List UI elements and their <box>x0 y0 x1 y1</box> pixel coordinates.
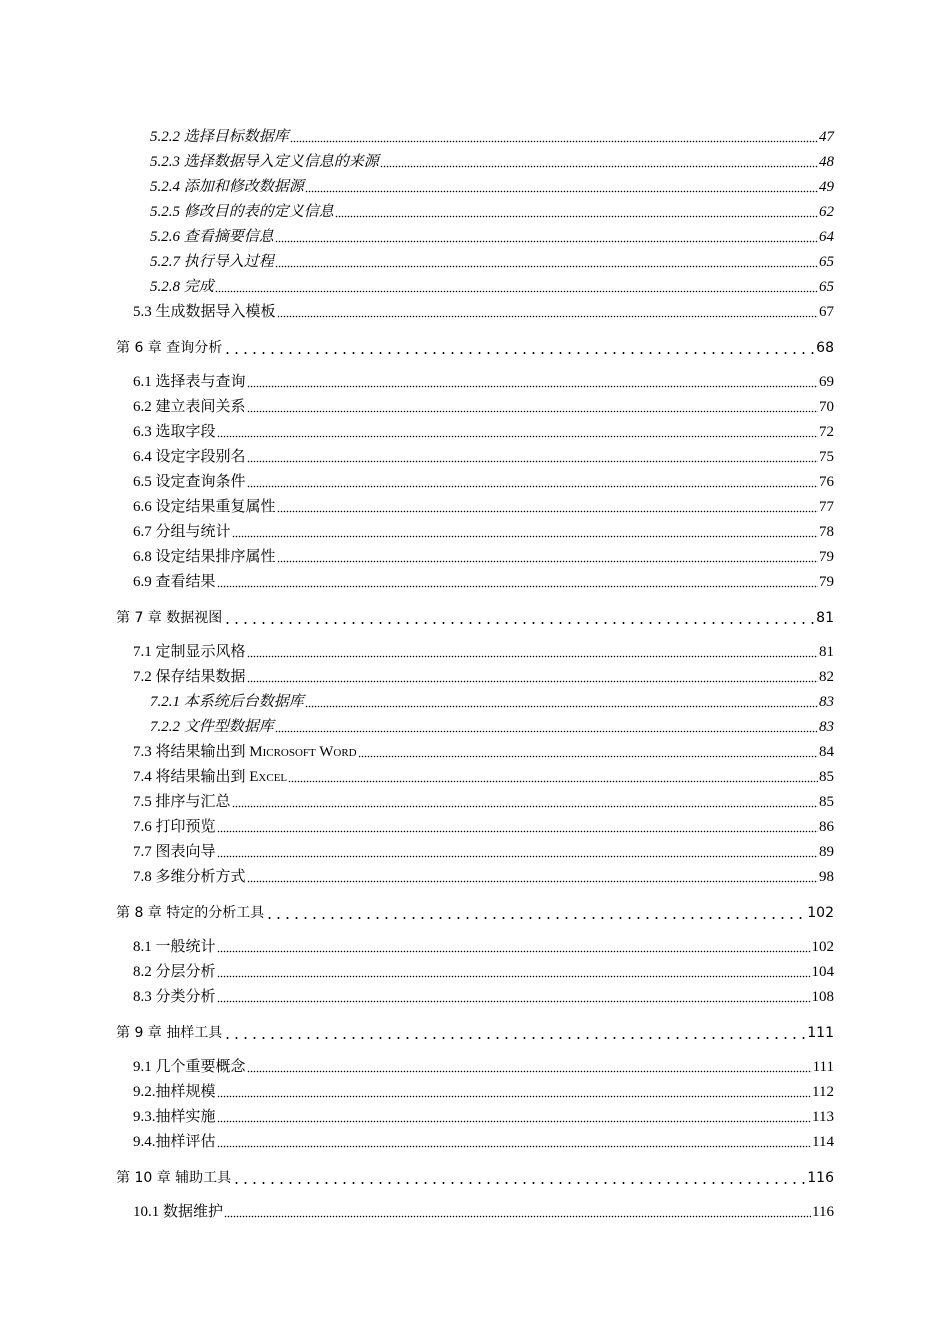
toc-entry-title: 8.3 分类分析 <box>133 989 216 1005</box>
toc-entry-title: 9.4.抽样评估 <box>133 1134 216 1150</box>
dot-leader <box>217 941 811 953</box>
toc-section-entry[interactable] <box>133 666 834 688</box>
dot-leader <box>223 1027 806 1039</box>
toc-section-entry[interactable] <box>133 936 834 958</box>
toc-page-number: 85 <box>819 769 834 785</box>
toc-subsection-entry[interactable] <box>150 126 834 148</box>
toc-entry-title: 9.1 几个重要概念 <box>133 1059 246 1075</box>
toc-section-entry[interactable] <box>133 571 834 593</box>
toc-entry-title: 7.7 图表向导 <box>133 844 216 860</box>
toc-entry-title: 6.9 查看结果 <box>133 574 216 590</box>
toc-entry-title: 6.3 选取字段 <box>133 424 216 440</box>
toc-section-entry[interactable] <box>133 1201 834 1223</box>
toc-entry-title: 5.2.7 执行导入过程 <box>150 254 274 270</box>
toc-page-number: 78 <box>819 524 834 540</box>
toc-entry-title: 9.3.抽样实施 <box>133 1109 216 1125</box>
toc-page-number: 113 <box>812 1109 834 1125</box>
toc-section-entry[interactable] <box>133 421 834 443</box>
toc-page-number: 64 <box>819 229 834 245</box>
dot-leader <box>215 281 818 293</box>
toc-entry-title: 5.3 生成数据导入模板 <box>133 304 276 320</box>
toc-entry-title: 6.2 建立表间关系 <box>133 399 246 415</box>
toc-page-number: 98 <box>819 869 834 885</box>
toc-page-number: 65 <box>819 254 834 270</box>
toc-section-entry[interactable] <box>133 841 834 863</box>
toc-subsection-entry[interactable] <box>150 716 834 738</box>
toc-chapter-entry[interactable] <box>116 1022 834 1044</box>
toc-entry-title: 7.2 保存结果数据 <box>133 669 246 685</box>
dot-leader <box>380 156 818 168</box>
toc-subsection-entry[interactable] <box>150 176 834 198</box>
dot-leader <box>223 612 815 624</box>
toc-section-entry[interactable] <box>133 816 834 838</box>
toc-entry-title: 10.1 数据维护 <box>133 1204 224 1220</box>
toc-section-entry[interactable] <box>133 741 834 763</box>
toc-entry-title: 7.2.1 本系统后台数据库 <box>150 694 304 710</box>
dot-leader <box>217 966 811 978</box>
dot-leader <box>247 646 818 658</box>
toc-section-entry[interactable] <box>133 766 834 788</box>
toc-subsection-entry[interactable] <box>150 151 834 173</box>
dot-leader <box>335 206 818 218</box>
dot-leader <box>232 1172 806 1184</box>
toc-page-number: 47 <box>819 129 834 145</box>
dot-leader <box>275 231 818 243</box>
toc-section-entry[interactable] <box>133 371 834 393</box>
dot-leader <box>247 1061 812 1073</box>
toc-page-number: 62 <box>819 204 834 220</box>
toc-entry-title: 5.2.3 选择数据导入定义信息的来源 <box>150 154 379 170</box>
toc-chapter-entry[interactable] <box>116 1167 834 1189</box>
toc-page-number: 69 <box>819 374 834 390</box>
toc-section-entry[interactable] <box>133 1056 834 1078</box>
toc-entry-title: 5.2.6 查看摘要信息 <box>150 229 274 245</box>
toc-entry-title: 7.6 打印预览 <box>133 819 216 835</box>
toc-page-number: 89 <box>819 844 834 860</box>
toc-page-number: 102 <box>811 939 834 955</box>
toc-page-number: 65 <box>819 279 834 295</box>
dot-leader <box>265 907 806 919</box>
toc-chapter-entry[interactable] <box>116 607 834 629</box>
toc-subsection-entry[interactable] <box>150 226 834 248</box>
toc-entry-title: 7.1 定制显示风格 <box>133 644 246 660</box>
toc-section-entry[interactable] <box>133 1081 834 1103</box>
toc-page-number: 72 <box>819 424 834 440</box>
toc-page-number: 81 <box>816 610 834 626</box>
toc-entry-title: 5.2.2 选择目标数据库 <box>150 129 289 145</box>
toc-section-entry[interactable] <box>133 961 834 983</box>
toc-section-entry[interactable] <box>133 446 834 468</box>
toc-subsection-entry[interactable] <box>150 201 834 223</box>
toc-page-number: 79 <box>819 574 834 590</box>
toc-page-number: 84 <box>819 744 834 760</box>
dot-leader <box>247 401 818 413</box>
toc-entry-title: 8.2 分层分析 <box>133 964 216 980</box>
dot-leader <box>232 796 818 808</box>
toc-entry-title: 7.3 将结果输出到 Microsoft Word <box>133 744 357 760</box>
dot-leader <box>305 181 818 193</box>
toc-page-number: 82 <box>819 669 834 685</box>
dot-leader <box>277 306 818 318</box>
dot-leader <box>247 871 818 883</box>
dot-leader <box>288 771 818 783</box>
dot-leader <box>247 671 818 683</box>
toc-entry-title: 7.8 多维分析方式 <box>133 869 246 885</box>
dot-leader <box>232 526 818 538</box>
toc-subsection-entry[interactable] <box>150 276 834 298</box>
toc-page-number: 86 <box>819 819 834 835</box>
toc-subsection-entry[interactable] <box>150 691 834 713</box>
toc-entry-title: 5.2.8 完成 <box>150 279 214 295</box>
dot-leader <box>217 1111 812 1123</box>
toc-section-entry[interactable] <box>133 791 834 813</box>
toc-page-number: 116 <box>807 1170 834 1186</box>
toc-section-entry[interactable] <box>133 301 834 323</box>
dot-leader <box>223 342 815 354</box>
toc-entry-title: 7.5 排序与汇总 <box>133 794 231 810</box>
toc-page-number: 49 <box>819 179 834 195</box>
toc-page-number: 102 <box>807 905 834 921</box>
toc-section-entry[interactable] <box>133 641 834 663</box>
toc-page-number: 77 <box>819 499 834 515</box>
dot-leader <box>247 376 818 388</box>
dot-leader <box>224 1206 811 1218</box>
toc-page-number: 83 <box>819 694 834 710</box>
dot-leader <box>358 746 818 758</box>
dot-leader <box>217 426 818 438</box>
toc-entry-title: 第 9 章 抽样工具 <box>116 1025 223 1041</box>
toc-entry-title: 6.7 分组与统计 <box>133 524 231 540</box>
toc-section-entry[interactable] <box>133 496 834 518</box>
toc-entry-title: 第 6 章 查询分析 <box>116 340 223 356</box>
dot-leader <box>277 501 818 513</box>
toc-page-number: 85 <box>819 794 834 810</box>
dot-leader <box>275 256 818 268</box>
toc-section-entry[interactable] <box>133 546 834 568</box>
toc-entry-title: 5.2.5 修改目的表的定义信息 <box>150 204 334 220</box>
toc-page-number: 67 <box>819 304 834 320</box>
toc-page-number: 75 <box>819 449 834 465</box>
toc-page-number: 70 <box>819 399 834 415</box>
toc-section-entry[interactable] <box>133 521 834 543</box>
dot-leader <box>247 451 818 463</box>
toc-page-number: 104 <box>811 964 834 980</box>
toc-page-number: 68 <box>816 340 834 356</box>
toc-page-number: 83 <box>819 719 834 735</box>
toc-page-number: 111 <box>807 1025 834 1041</box>
toc-page-number: 81 <box>819 644 834 660</box>
toc-chapter-entry[interactable] <box>116 902 834 924</box>
toc-page-number: 114 <box>812 1134 834 1150</box>
toc-entry-title: 6.1 选择表与查询 <box>133 374 246 390</box>
toc-page-number: 76 <box>819 474 834 490</box>
toc-entry-title: 9.2.抽样规模 <box>133 1084 216 1100</box>
toc-page-number: 112 <box>812 1084 834 1100</box>
toc-entry-title: 6.8 设定结果排序属性 <box>133 549 276 565</box>
dot-leader <box>217 1086 812 1098</box>
dot-leader <box>277 551 818 563</box>
toc-page-number: 111 <box>812 1059 834 1075</box>
toc-entry-title: 第 8 章 特定的分析工具 <box>116 905 265 921</box>
toc-page-number: 116 <box>812 1204 834 1220</box>
dot-leader <box>217 991 811 1003</box>
toc-section-entry[interactable] <box>133 986 834 1008</box>
toc-subsection-entry[interactable] <box>150 251 834 273</box>
toc-entry-title: 6.5 设定查询条件 <box>133 474 246 490</box>
dot-leader <box>290 131 818 143</box>
toc-section-entry[interactable] <box>133 866 834 888</box>
toc-page-number: 108 <box>811 989 834 1005</box>
toc-section-entry[interactable] <box>133 1131 834 1153</box>
toc-entry-title: 7.4 将结果输出到 Excel <box>133 769 288 785</box>
dot-leader <box>305 696 818 708</box>
dot-leader <box>275 721 818 733</box>
toc-chapter-entry[interactable] <box>116 337 834 359</box>
toc-section-entry[interactable] <box>133 396 834 418</box>
dot-leader <box>217 576 818 588</box>
toc-entry-title: 第 10 章 辅助工具 <box>116 1170 232 1186</box>
toc-page-number: 48 <box>819 154 834 170</box>
dot-leader <box>247 476 818 488</box>
dot-leader <box>217 1136 812 1148</box>
toc-page-number: 79 <box>819 549 834 565</box>
dot-leader <box>217 846 818 858</box>
toc-entry-title: 7.2.2 文件型数据库 <box>150 719 274 735</box>
toc-entry-title: 8.1 一般统计 <box>133 939 216 955</box>
toc-entry-title: 5.2.4 添加和修改数据源 <box>150 179 304 195</box>
dot-leader <box>217 821 818 833</box>
toc-section-entry[interactable] <box>133 1106 834 1128</box>
toc-entry-title: 第 7 章 数据视图 <box>116 610 223 626</box>
toc-entry-title: 6.6 设定结果重复属性 <box>133 499 276 515</box>
toc-entry-title: 6.4 设定字段别名 <box>133 449 246 465</box>
toc-section-entry[interactable] <box>133 471 834 493</box>
